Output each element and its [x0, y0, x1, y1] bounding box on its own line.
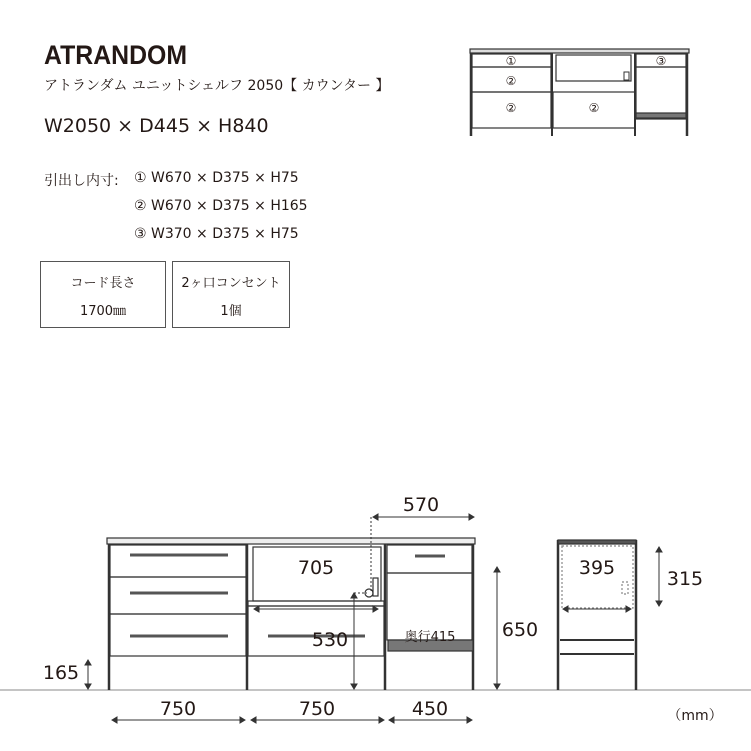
- dim-open-width: 705: [297, 557, 335, 579]
- drawer-number: ①: [134, 170, 147, 186]
- dim-side-depth: 395: [578, 557, 616, 579]
- dim-col1: 750: [159, 698, 197, 720]
- product-subtitle: アトランダム ユニットシェルフ 2050【 カウンター 】: [44, 78, 390, 94]
- drawer-number: ③: [134, 226, 147, 242]
- thumb-label: ①: [505, 54, 517, 68]
- box-value: 1個: [220, 304, 242, 319]
- drawer-size: W670 × D375 × H165: [151, 198, 308, 214]
- box-title: コード長さ: [70, 276, 136, 291]
- front-view: [107, 538, 475, 690]
- drawer-size: W370 × D375 × H75: [151, 226, 299, 242]
- thumb-label: ②: [505, 74, 517, 88]
- dim-side-height: 315: [666, 568, 704, 590]
- dim-outlet-width: 570: [402, 494, 440, 516]
- brand-title: ATRANDOM: [44, 40, 188, 70]
- drawer-number: ②: [134, 198, 147, 214]
- drawer-spec-label: 引出し内寸:: [44, 173, 119, 189]
- dim-outlet-height: 530: [311, 629, 349, 651]
- dim-bottom-height: 165: [42, 662, 80, 684]
- depth-label: 奥行415: [404, 630, 456, 645]
- overall-dimensions: W2050 × D445 × H840: [44, 115, 269, 137]
- thumb-label: ②: [588, 101, 600, 115]
- box-value: 1700㎜: [79, 304, 127, 319]
- dim-counter-height: 650: [501, 619, 539, 641]
- dim-col2: 750: [298, 698, 336, 720]
- unit-label: （mm）: [667, 708, 723, 724]
- dim-col3: 450: [411, 698, 449, 720]
- thumb-label: ②: [505, 101, 517, 115]
- drawer-size: W670 × D375 × H75: [151, 170, 299, 186]
- thumb-label: ③: [655, 54, 667, 68]
- box-title: 2ヶ口コンセント: [181, 276, 281, 291]
